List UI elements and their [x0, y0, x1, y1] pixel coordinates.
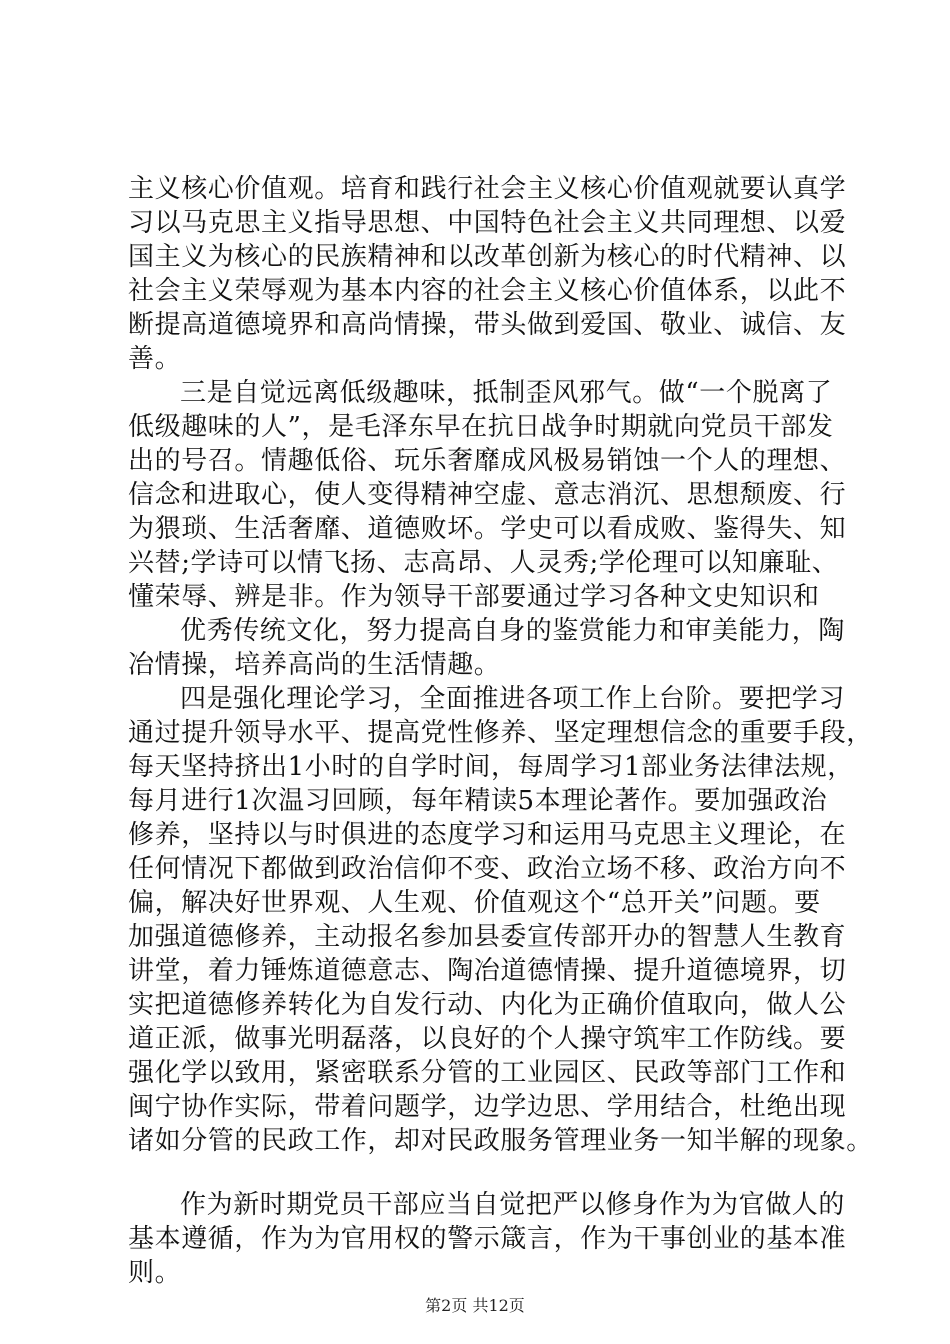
- paragraph-start-line: 优秀传统文化，努力提高自身的鉴赏能力和审美能力，陶: [180, 616, 846, 646]
- body-text-line: 闽宁协作实际，带着问题学，边学边思、学用结合，杜绝出现: [128, 1092, 847, 1122]
- body-text-line: 冶情操，培养高尚的生活情趣。: [128, 650, 501, 680]
- body-text-line: 兴替;学诗可以情飞扬、志高昂、人灵秀;学伦理可以知廉耻、: [128, 548, 839, 578]
- body-text-line: 实把道德修养转化为自发行动、内化为正确价值取向，做人公: [128, 990, 847, 1020]
- body-text-line: 低级趣味的人”，是毛泽东早在抗日战争时期就向党员干部发: [128, 412, 834, 442]
- body-text-line: 出的号召。情趣低俗、玩乐奢靡成风极易销蚀一个人的理想、: [128, 446, 847, 476]
- body-text-line: 则。: [128, 1258, 182, 1288]
- body-text-line: 为猥琐、生活奢靡、道德败坏。学史可以看成败、鉴得失、知: [128, 514, 847, 544]
- body-text-line: 偏，解决好世界观、人生观、价值观这个“总开关”问题。要: [128, 888, 821, 918]
- paragraph-start-line: 作为新时期党员干部应当自觉把严以修身作为为官做人的: [180, 1190, 846, 1220]
- body-text-line: 通过提升领导水平、提高党性修养、坚定理想信念的重要手段，: [128, 718, 873, 748]
- body-text-line: 诸如分管的民政工作，却对民政服务管理业务一知半解的现象。: [128, 1126, 873, 1156]
- paragraph-start-line: 三是自觉远离低级趣味，抵制歪风邪气。做“一个脱离了: [180, 378, 833, 408]
- body-text-line: 国主义为核心的民族精神和以改革创新为核心的时代精神、以: [128, 242, 847, 272]
- paragraph-start-line: 四是强化理论学习，全面推进各项工作上台阶。要把学习: [180, 684, 846, 714]
- body-text-line: 基本遵循，作为为官用权的警示箴言，作为干事创业的基本准: [128, 1224, 847, 1254]
- body-text-line: 习以马克思主义指导思想、中国特色社会主义共同理想、以爱: [128, 208, 847, 238]
- body-text-line: 讲堂，着力锤炼道德意志、陶冶道德情操、提升道德境界，切: [128, 956, 847, 986]
- body-text-line: 主义核心价值观。培育和践行社会主义核心价值观就要认真学: [128, 174, 847, 204]
- body-text-line: 任何情况下都做到政治信仰不变、政治立场不移、政治方向不: [128, 854, 847, 884]
- body-text-line: 每天坚持挤出1小时的自学时间，每周学习1部业务法律法规，: [128, 752, 854, 782]
- body-text-line: 断提高道德境界和高尚情操，带头做到爱国、敬业、诚信、友: [128, 310, 847, 340]
- body-text-line: 每月进行1次温习回顾，每年精读5本理论著作。要加强政治: [128, 786, 828, 816]
- body-text-line: 强化学以致用，紧密联系分管的工业园区、民政等部门工作和: [128, 1058, 847, 1088]
- body-text-line: 加强道德修养，主动报名参加县委宣传部开办的智慧人生教育: [128, 922, 847, 952]
- body-text-line: 善。: [128, 344, 182, 374]
- body-text-line: 信念和进取心，使人变得精神空虚、意志消沉、思想颓废、行: [128, 480, 847, 510]
- body-text-line: 社会主义荣辱观为基本内容的社会主义核心价值体系，以此不: [128, 276, 847, 306]
- body-text-line: 道正派，做事光明磊落，以良好的个人操守筑牢工作防线。要: [128, 1024, 847, 1054]
- body-text-line: 修养，坚持以与时俱进的态度学习和运用马克思主义理论，在: [128, 820, 847, 850]
- page-footer: 第2页 共12页: [425, 1296, 525, 1315]
- body-text-line: 懂荣辱、辨是非。作为领导干部要通过学习各种文史知识和: [128, 582, 820, 612]
